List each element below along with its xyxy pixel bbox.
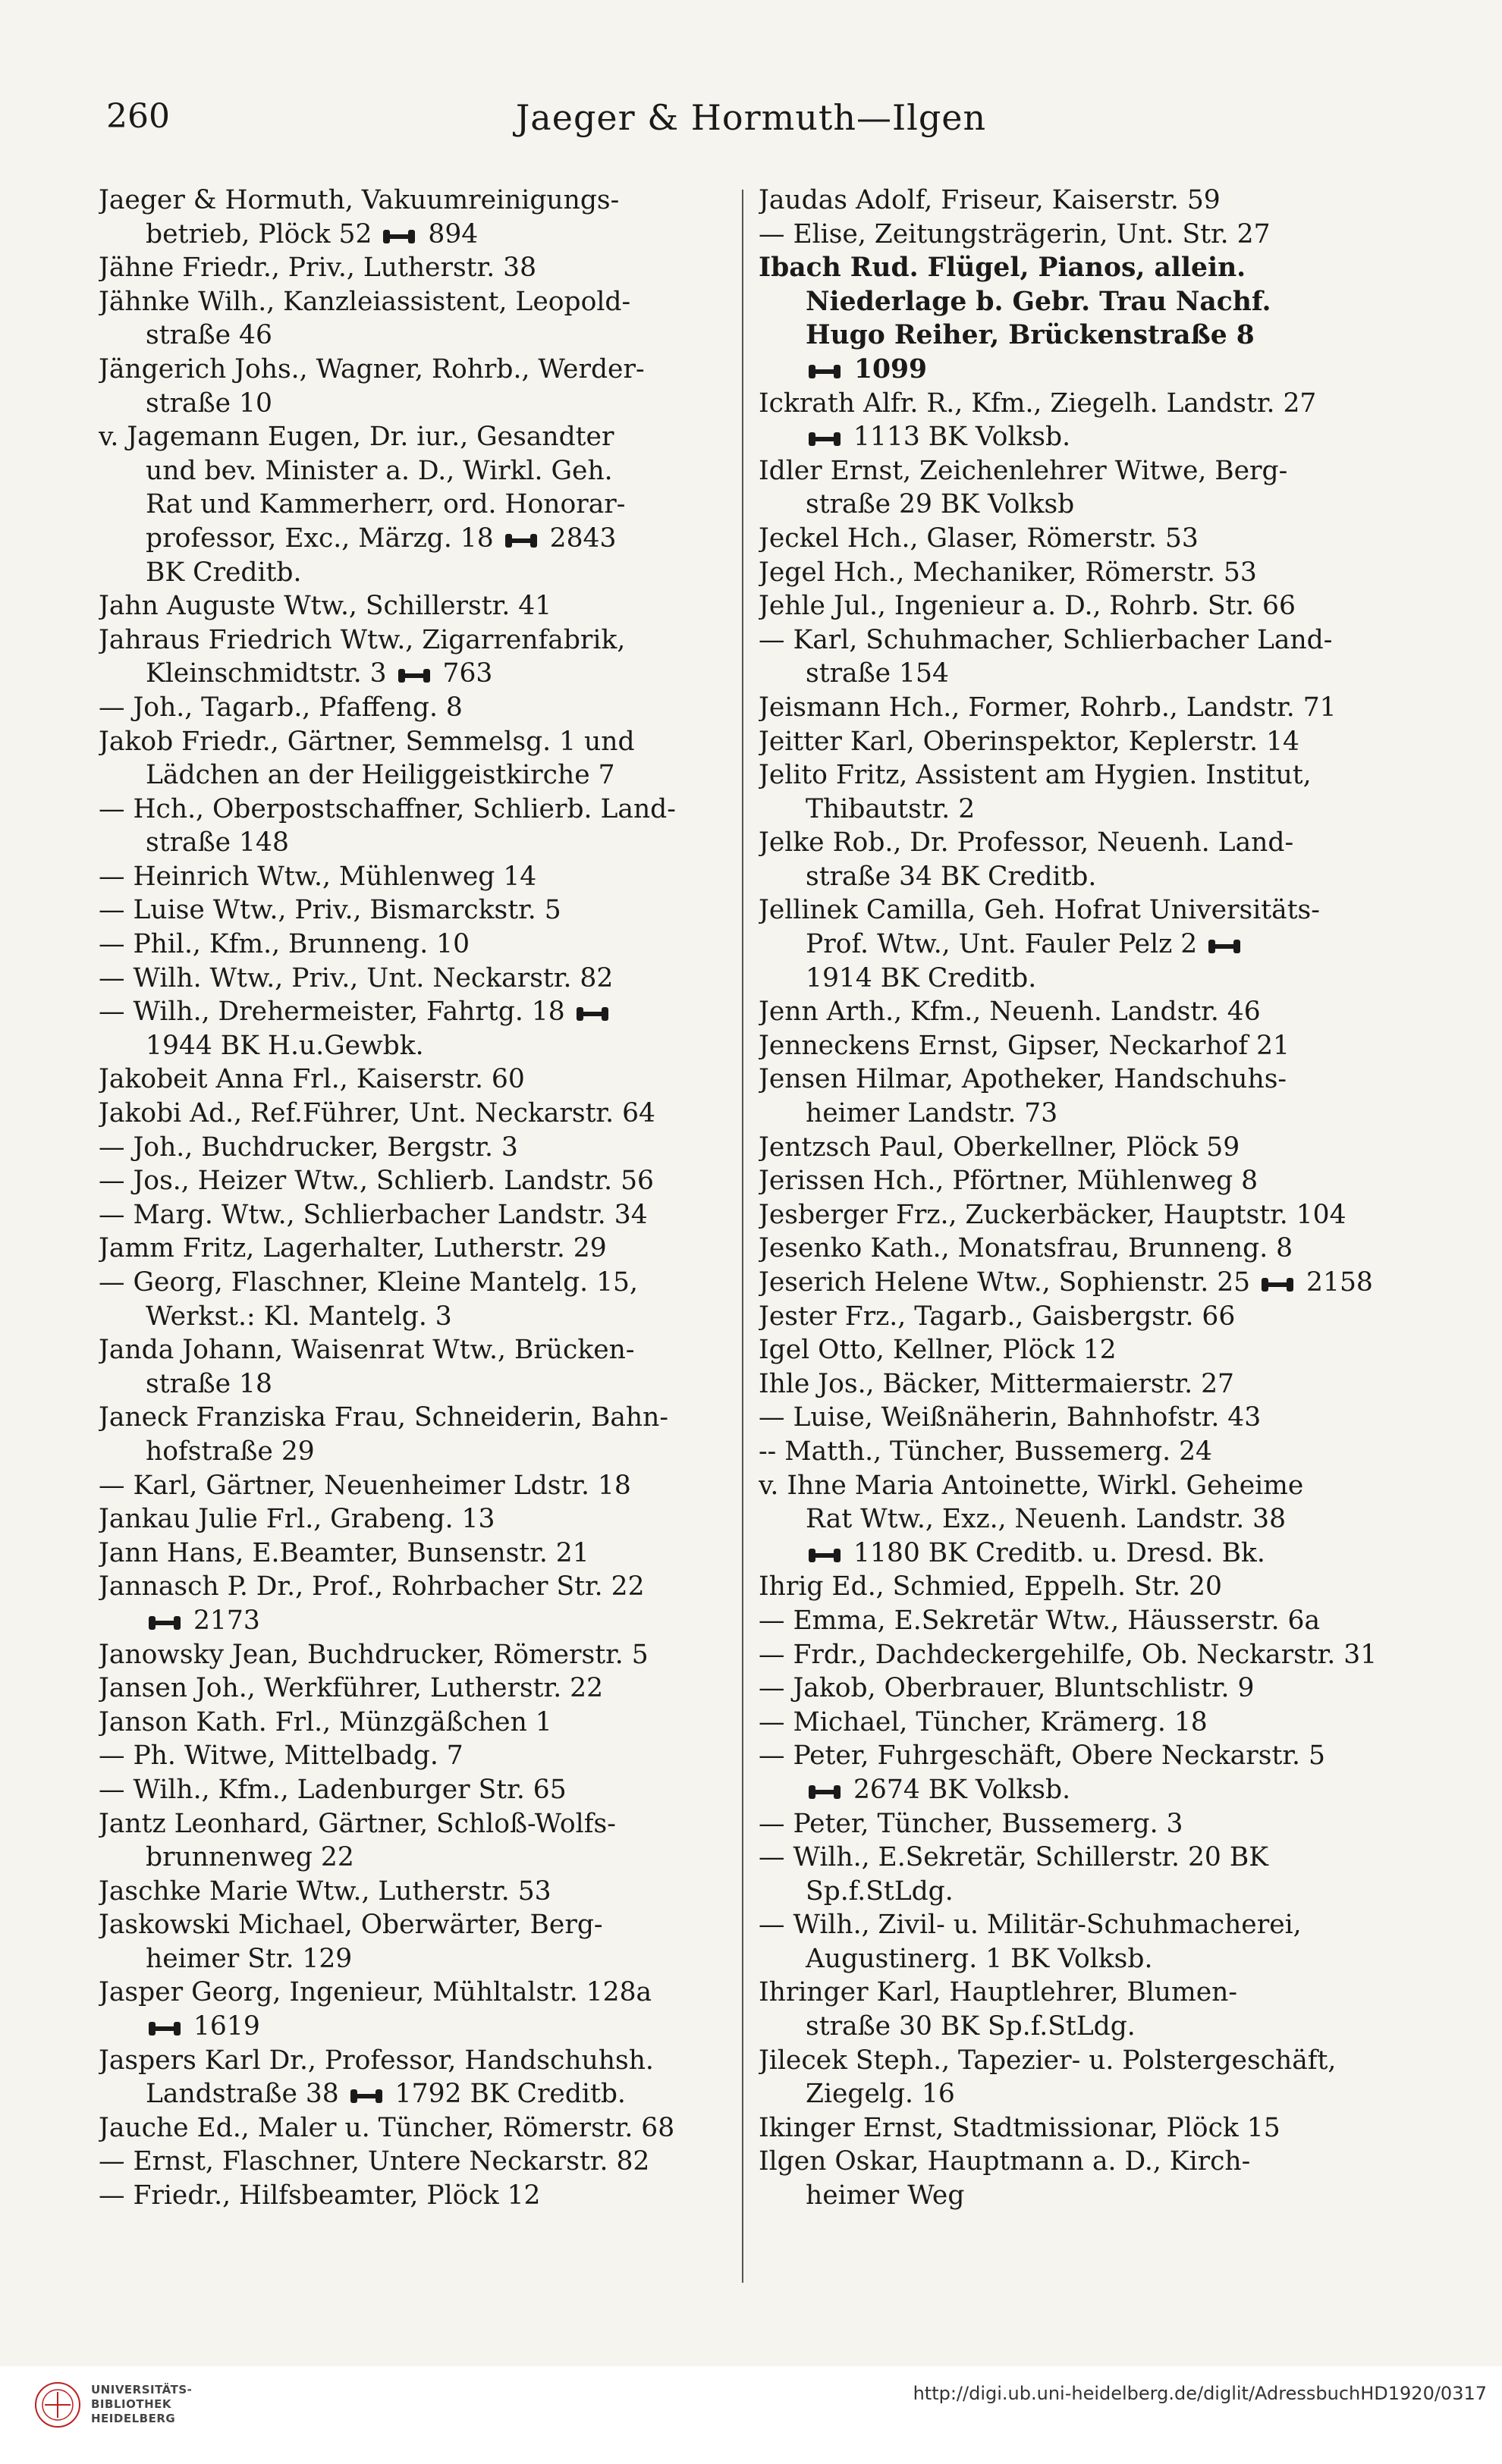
entry-line: Jeserich Helene Wtw., Sophienstr. 25 2158 <box>759 1267 1373 1298</box>
entry-line: Jamm Fritz, Lagerhalter, Lutherstr. 29 <box>99 1233 607 1264</box>
directory-entry <box>759 454 1388 522</box>
directory-entry <box>99 2179 728 2213</box>
entry-line: Jensen Hilmar, Apotheker, Handschuhs- <box>759 1064 1287 1095</box>
column-divider <box>742 190 743 2283</box>
directory-entry <box>99 1232 728 1266</box>
entry-line: — Wilh., E.Sekretär, Schillerstr. 20 BK <box>759 1842 1268 1873</box>
entry-line: Jeckel Hch., Glaser, Römerstr. 53 <box>759 523 1199 554</box>
entry-continuation-line: straße 46 <box>146 320 272 351</box>
directory-entry <box>99 1536 728 1571</box>
entry-line: Igel Otto, Kellner, Plöck 12 <box>759 1335 1117 1366</box>
entry-line: — Ph. Witwe, Mittelbadg. 7 <box>99 1740 463 1772</box>
directory-entry <box>759 1841 1388 1908</box>
entry-line: — Wilh. Wtw., Priv., Unt. Neckarstr. 82 <box>99 962 614 993</box>
entry-line: Jängerich Johs., Wagner, Rohrb., Werder- <box>99 353 645 385</box>
directory-entry <box>99 1266 728 1333</box>
entry-line: Jester Frz., Tagarb., Gaisbergstr. 66 <box>759 1301 1236 1332</box>
entry-line: — Emma, E.Sekretär Wtw., Häusserstr. 6a <box>759 1605 1321 1636</box>
directory-entry <box>99 1401 728 1468</box>
directory-entry <box>759 1029 1388 1063</box>
entry-line: Jegel Hch., Mechaniker, Römerstr. 53 <box>759 557 1257 588</box>
entry-line: Jakob Friedr., Gärtner, Semmelsg. 1 und <box>99 726 635 757</box>
entry-continuation-line: heimer Str. 129 <box>146 1943 353 1974</box>
directory-entry <box>759 1469 1388 1571</box>
entry-line: Jansen Joh., Werkführer, Lutherstr. 22 <box>99 1673 604 1704</box>
telephone-receiver-icon <box>350 2088 382 2105</box>
entry-line: Jahn Auguste Wtw., Schillerstr. 41 <box>99 591 552 622</box>
directory-entry <box>99 1502 728 1536</box>
directory-entry <box>759 1333 1388 1367</box>
directory-entry <box>99 1198 728 1232</box>
entry-line: — Hch., Oberpostschaffner, Schlierb. Land- <box>99 793 676 824</box>
entry-continuation-line: straße 34 BK Creditb. <box>806 861 1097 892</box>
entry-line: — Georg, Flaschner, Kleine Mantelg. 15, <box>99 1267 638 1298</box>
entry-line: — Luise Wtw., Priv., Bismarckstr. 5 <box>99 895 561 926</box>
entry-continuation-line: 1944 BK H.u.Gewbk. <box>146 1030 424 1061</box>
entry-line: Ihrig Ed., Schmied, Eppelh. Str. 20 <box>759 1571 1222 1602</box>
directory-entry <box>759 1671 1388 1706</box>
directory-entry <box>759 1908 1388 1976</box>
entry-continuation-line: Niederlage b. Gebr. Trau Nachf. <box>806 286 1271 317</box>
entry-line: Jauche Ed., Maler u. Tüncher, Römerstr. 68 <box>99 2112 675 2143</box>
entry-line: — Ernst, Flaschner, Untere Neckarstr. 82 <box>99 2146 650 2177</box>
directory-entry <box>99 1469 728 1503</box>
directory-entry <box>99 1875 728 1909</box>
entry-line: Jilecek Steph., Tapezier- u. Polstergeschäft, <box>759 2045 1337 2076</box>
entry-line: — Frdr., Dachdeckergehilfe, Ob. Neckarstr. 31 <box>759 1639 1378 1670</box>
telephone-receiver-icon <box>505 532 537 549</box>
directory-entry <box>99 623 728 691</box>
directory-entry <box>759 1198 1388 1232</box>
directory-entry <box>99 2111 728 2145</box>
directory-entry <box>759 1807 1388 1841</box>
directory-entry <box>759 758 1388 826</box>
entry-continuation-line: 2173 <box>99 1604 728 1638</box>
telephone-receiver-icon <box>383 228 415 245</box>
entry-line: Jaeger & Hormuth, Vakuumreinigungs- <box>99 185 620 215</box>
entry-continuation-line: Kleinschmidtstr. 3 763 <box>146 658 493 689</box>
entry-line: -- Matth., Tüncher, Bussemerg. 24 <box>759 1436 1213 1467</box>
directory-entry <box>759 826 1388 893</box>
entry-line: Ihle Jos., Bäcker, Mittermaierstr. 27 <box>759 1368 1234 1399</box>
entry-line: — Karl, Gärtner, Neuenheimer Ldstr. 18 <box>99 1470 631 1501</box>
telephone-receiver-icon <box>809 1547 841 1564</box>
entry-line: — Friedr., Hilfsbeamter, Plöck 12 <box>99 2180 541 2211</box>
entry-line: — Wilh., Zivil- u. Militär-Schuhmacherei, <box>759 1910 1302 1941</box>
entry-line: — Peter, Tüncher, Bussemerg. 3 <box>759 1808 1183 1839</box>
directory-entry <box>99 1807 728 1875</box>
entry-continuation-line: 2674 BK Volksb. <box>759 1773 1388 1807</box>
entry-continuation-line: hofstraße 29 <box>146 1436 315 1467</box>
directory-entry <box>759 1164 1388 1198</box>
directory-entry <box>759 218 1388 252</box>
directory-entry <box>99 793 728 860</box>
entry-line: Jaudas Adolf, Friseur, Kaiserstr. 59 <box>759 185 1221 215</box>
directory-entry <box>759 725 1388 759</box>
directory-entry <box>99 1570 728 1637</box>
entry-line: Ickrath Alfr. R., Kfm., Ziegelh. Landstr. 27 <box>759 388 1317 419</box>
telephone-receiver-icon <box>809 431 841 447</box>
directory-entry <box>99 2044 728 2111</box>
entry-continuation-line: betrieb, Plöck 52 894 <box>146 218 479 250</box>
entry-continuation-line: Rat und Kammerherr, ord. Honorar- <box>146 489 626 520</box>
directory-entry <box>759 1570 1388 1604</box>
entry-continuation-line: straße 148 <box>146 827 289 858</box>
entry-continuation-line: straße 18 <box>146 1368 272 1399</box>
directory-entry <box>99 1638 728 1672</box>
directory-entry <box>99 420 728 589</box>
directory-entry <box>759 2044 1388 2111</box>
directory-entry <box>759 623 1388 691</box>
entry-line: Ikinger Ernst, Stadtmissionar, Plöck 15 <box>759 2112 1280 2143</box>
directory-entry <box>99 184 728 251</box>
directory-entry <box>759 1435 1388 1469</box>
entry-line: Jelito Fritz, Assistent am Hygien. Institut, <box>759 760 1312 791</box>
entry-continuation-line: 1180 BK Creditb. u. Dresd. Bk. <box>759 1536 1388 1571</box>
entry-line: — Michael, Tüncher, Krämerg. 18 <box>759 1706 1208 1737</box>
directory-entry <box>759 556 1388 590</box>
directory-entry <box>759 893 1388 995</box>
page-footer <box>0 2366 1502 2464</box>
entry-continuation-line: 1113 BK Volksb. <box>759 420 1388 454</box>
directory-entry <box>99 1063 728 1097</box>
entry-line: Ibach Rud. Flügel, Pianos, allein. <box>759 253 1246 284</box>
library-logo-icon <box>34 2381 81 2428</box>
directory-entry <box>99 1908 728 1976</box>
directory-entry <box>99 1131 728 1165</box>
entry-line: Jasper Georg, Ingenieur, Mühltalstr. 128a <box>99 1977 652 2008</box>
directory-entry <box>99 691 728 725</box>
telephone-receiver-icon <box>809 363 841 380</box>
entry-line: Jelke Rob., Dr. Professor, Neuenh. Land- <box>759 827 1294 858</box>
directory-entry <box>759 522 1388 556</box>
entry-line: Jakobi Ad., Ref.Führer, Unt. Neckarstr. 64 <box>99 1098 655 1129</box>
directory-entry <box>759 251 1388 386</box>
directory-entry <box>99 1976 728 2043</box>
entry-line: Jeismann Hch., Former, Rohrb., Landstr. 71 <box>759 692 1337 723</box>
entry-continuation-line: straße 29 BK Volksb <box>806 489 1075 520</box>
directory-entry <box>99 353 728 420</box>
directory-entry <box>759 1131 1388 1165</box>
entry-line: Jähnke Wilh., Kanzleiassistent, Leopold- <box>99 286 631 317</box>
entry-line: Jantz Leonhard, Gärtner, Schloß-Wolfs- <box>99 1808 616 1839</box>
entry-line: — Marg. Wtw., Schlierbacher Landstr. 34 <box>99 1199 648 1230</box>
directory-entry <box>99 1671 728 1706</box>
directory-entry <box>99 928 728 962</box>
entry-continuation-line: straße 30 BK Sp.f.StLdg. <box>806 2011 1136 2042</box>
directory-entry <box>99 860 728 894</box>
entry-line: Jehle Jul., Ingenieur a. D., Rohrb. Str. 66 <box>759 591 1296 622</box>
entry-continuation-line: 1914 BK Creditb. <box>806 962 1037 993</box>
entry-continuation-line: Augustinerg. 1 BK Volksb. <box>806 1943 1153 1974</box>
entry-continuation-line: Sp.f.StLdg. <box>806 1875 954 1907</box>
directory-entry <box>99 1097 728 1131</box>
entry-line: — Joh., Buchdrucker, Bergstr. 3 <box>99 1132 518 1163</box>
directory-entry <box>759 2111 1388 2145</box>
directory-entry <box>759 1706 1388 1740</box>
telephone-receiver-icon <box>1262 1276 1293 1293</box>
entry-continuation-line: Ziegelg. 16 <box>806 2079 955 2110</box>
entry-continuation-line: brunnenweg 22 <box>146 1842 354 1873</box>
entry-line: Jaskowski Michael, Oberwärter, Berg- <box>99 1910 603 1941</box>
telephone-receiver-icon <box>398 667 430 684</box>
directory-entry <box>759 387 1388 454</box>
directory-entry <box>759 1063 1388 1130</box>
directory-entry <box>99 589 728 623</box>
entry-continuation-line: Landstraße 38 1792 BK Creditb. <box>146 2079 626 2110</box>
entry-line: Jellinek Camilla, Geh. Hofrat Universitäts- <box>759 895 1320 926</box>
entry-continuation-line: und bev. Minister a. D., Wirkl. Geh. <box>146 455 613 486</box>
entry-continuation-line: Rat Wtw., Exz., Neuenh. Landstr. 38 <box>806 1504 1287 1535</box>
library-name-line: HEIDELBERG <box>91 2412 176 2425</box>
entry-continuation-line: heimer Landstr. 73 <box>806 1098 1058 1129</box>
entry-continuation-line: Werkst.: Kl. Mantelg. 3 <box>146 1301 452 1332</box>
running-head: Jaeger & Hormuth—Ilgen <box>515 97 987 138</box>
entry-continuation-line: 1099 <box>759 353 1388 387</box>
directory-entry <box>99 1164 728 1198</box>
entry-line: — Luise, Weißnäherin, Bahnhofstr. 43 <box>759 1402 1262 1433</box>
entry-line: Jaschke Marie Wtw., Lutherstr. 53 <box>99 1875 551 1907</box>
telephone-receiver-icon <box>577 1006 608 1022</box>
entry-continuation-line: straße 154 <box>806 658 949 689</box>
entry-continuation-line: straße 10 <box>146 388 272 419</box>
entry-line: Janowsky Jean, Buchdrucker, Römerstr. 5 <box>99 1639 649 1670</box>
entry-line: — Jakob, Oberbrauer, Bluntschlistr. 9 <box>759 1673 1255 1704</box>
entry-line: Janeck Franziska Frau, Schneiderin, Bahn- <box>99 1402 668 1433</box>
directory-entry <box>759 1976 1388 2043</box>
directory-entry <box>99 1739 728 1773</box>
directory-entry <box>759 1266 1388 1300</box>
directory-entry <box>99 251 728 285</box>
entry-line: Jesenko Kath., Monatsfrau, Brunneng. 8 <box>759 1233 1293 1264</box>
entry-continuation-line: professor, Exc., Märzg. 18 2843 <box>146 523 617 554</box>
directory-entry <box>759 1232 1388 1266</box>
entry-line: — Heinrich Wtw., Mühlenweg 14 <box>99 861 537 892</box>
entry-line: Jakobeit Anna Frl., Kaiserstr. 60 <box>99 1064 525 1095</box>
directory-entry <box>759 995 1388 1029</box>
entry-continuation-line: BK Creditb. <box>146 557 302 588</box>
directory-entry <box>99 1333 728 1401</box>
directory-entry <box>759 2145 1388 2212</box>
directory-entry <box>759 184 1388 218</box>
telephone-receiver-icon <box>149 1615 181 1631</box>
entry-line: Jähne Friedr., Priv., Lutherstr. 38 <box>99 253 537 284</box>
directory-entry <box>99 1773 728 1807</box>
telephone-receiver-icon <box>1208 938 1240 955</box>
directory-entry <box>99 2145 728 2179</box>
entry-line: Jannasch P. Dr., Prof., Rohrbacher Str. 22 <box>99 1571 645 1602</box>
entry-line: Janson Kath. Frl., Münzgäßchen 1 <box>99 1706 552 1737</box>
entry-line: Jankau Julie Frl., Grabeng. 13 <box>99 1504 495 1535</box>
entry-line: Ihringer Karl, Hauptlehrer, Blumen- <box>759 1977 1238 2008</box>
entry-line: Ilgen Oskar, Hauptmann a. D., Kirch- <box>759 2146 1251 2177</box>
directory-entry <box>759 691 1388 725</box>
entry-line: v. Jagemann Eugen, Dr. iur., Gesandter <box>99 422 614 453</box>
entry-line: Jann Hans, E.Beamter, Bunsenstr. 21 <box>99 1537 589 1568</box>
page-number: 260 <box>106 97 170 136</box>
library-name-line: BIBLIOTHEK <box>91 2397 171 2411</box>
telephone-receiver-icon <box>809 1784 841 1800</box>
entry-line: Jahraus Friedrich Wtw., Zigarrenfabrik, <box>99 624 626 655</box>
directory-entry <box>759 1638 1388 1672</box>
directory-entry <box>99 725 728 793</box>
entry-continuation-line: Hugo Reiher, Brückenstraße 8 <box>806 320 1255 351</box>
directory-entry <box>759 1604 1388 1638</box>
entry-continuation-line: heimer Weg <box>806 2180 965 2211</box>
directory-entry <box>99 893 728 928</box>
telephone-receiver-icon <box>149 2020 181 2037</box>
entry-line: — Wilh., Kfm., Ladenburger Str. 65 <box>99 1774 567 1805</box>
source-url-link[interactable]: http://digi.ub.uni-heidelberg.de/diglit/AdressbuchHD1920/0317 <box>913 2383 1487 2404</box>
entry-line: Jaspers Karl Dr., Professor, Handschuhsh. <box>99 2045 654 2076</box>
entry-line: Jeitter Karl, Oberinspektor, Keplerstr. 14 <box>759 726 1299 757</box>
page-header <box>106 97 1396 150</box>
entry-line: Jenneckens Ernst, Gipser, Neckarhof 21 <box>759 1030 1290 1061</box>
entry-line: — Wilh., Drehermeister, Fahrtg. 18 <box>99 995 728 1029</box>
right-column <box>759 184 1388 2213</box>
left-column <box>99 184 728 2213</box>
entry-line: Jentzsch Paul, Oberkellner, Plöck 59 <box>759 1132 1240 1163</box>
entry-line: — Karl, Schuhmacher, Schlierbacher Land- <box>759 624 1333 655</box>
directory-entry <box>99 995 728 1063</box>
directory-entry <box>759 1367 1388 1401</box>
directory-entry <box>759 589 1388 623</box>
directory-entry <box>759 1739 1388 1806</box>
entry-line: Jenn Arth., Kfm., Neuenh. Landstr. 46 <box>759 997 1261 1028</box>
entry-continuation-line: 1619 <box>99 2010 728 2044</box>
entry-continuation-line: Prof. Wtw., Unt. Fauler Pelz 2 <box>759 928 1388 962</box>
entry-continuation-line: Lädchen an der Heiliggeistkirche 7 <box>146 760 615 791</box>
directory-entry <box>99 285 728 353</box>
directory-entry <box>99 1706 728 1740</box>
entry-continuation-line: Thibautstr. 2 <box>806 793 976 824</box>
entry-line: — Peter, Fuhrgeschäft, Obere Neckarstr. 5 <box>759 1740 1325 1772</box>
entry-line: Jesberger Frz., Zuckerbäcker, Hauptstr. 104 <box>759 1199 1346 1230</box>
entry-line: — Elise, Zeitungsträgerin, Unt. Str. 27 <box>759 218 1271 250</box>
library-name <box>91 2383 192 2426</box>
library-name-line: UNIVERSITÄTS- <box>91 2383 193 2397</box>
entry-line: — Joh., Tagarb., Pfaffeng. 8 <box>99 692 463 723</box>
entry-line: Idler Ernst, Zeichenlehrer Witwe, Berg- <box>759 455 1288 486</box>
entry-line: — Jos., Heizer Wtw., Schlierb. Landstr. 56 <box>99 1166 654 1197</box>
directory-entry <box>759 1401 1388 1435</box>
directory-entry <box>99 962 728 996</box>
entry-line: Jerissen Hch., Pförtner, Mühlenweg 8 <box>759 1166 1258 1197</box>
entry-line: — Phil., Kfm., Brunneng. 10 <box>99 929 470 960</box>
entry-line: Janda Johann, Waisenrat Wtw., Brücken- <box>99 1335 635 1366</box>
directory-entry <box>759 1300 1388 1334</box>
entry-line: v. Ihne Maria Antoinette, Wirkl. Geheime <box>759 1470 1304 1501</box>
